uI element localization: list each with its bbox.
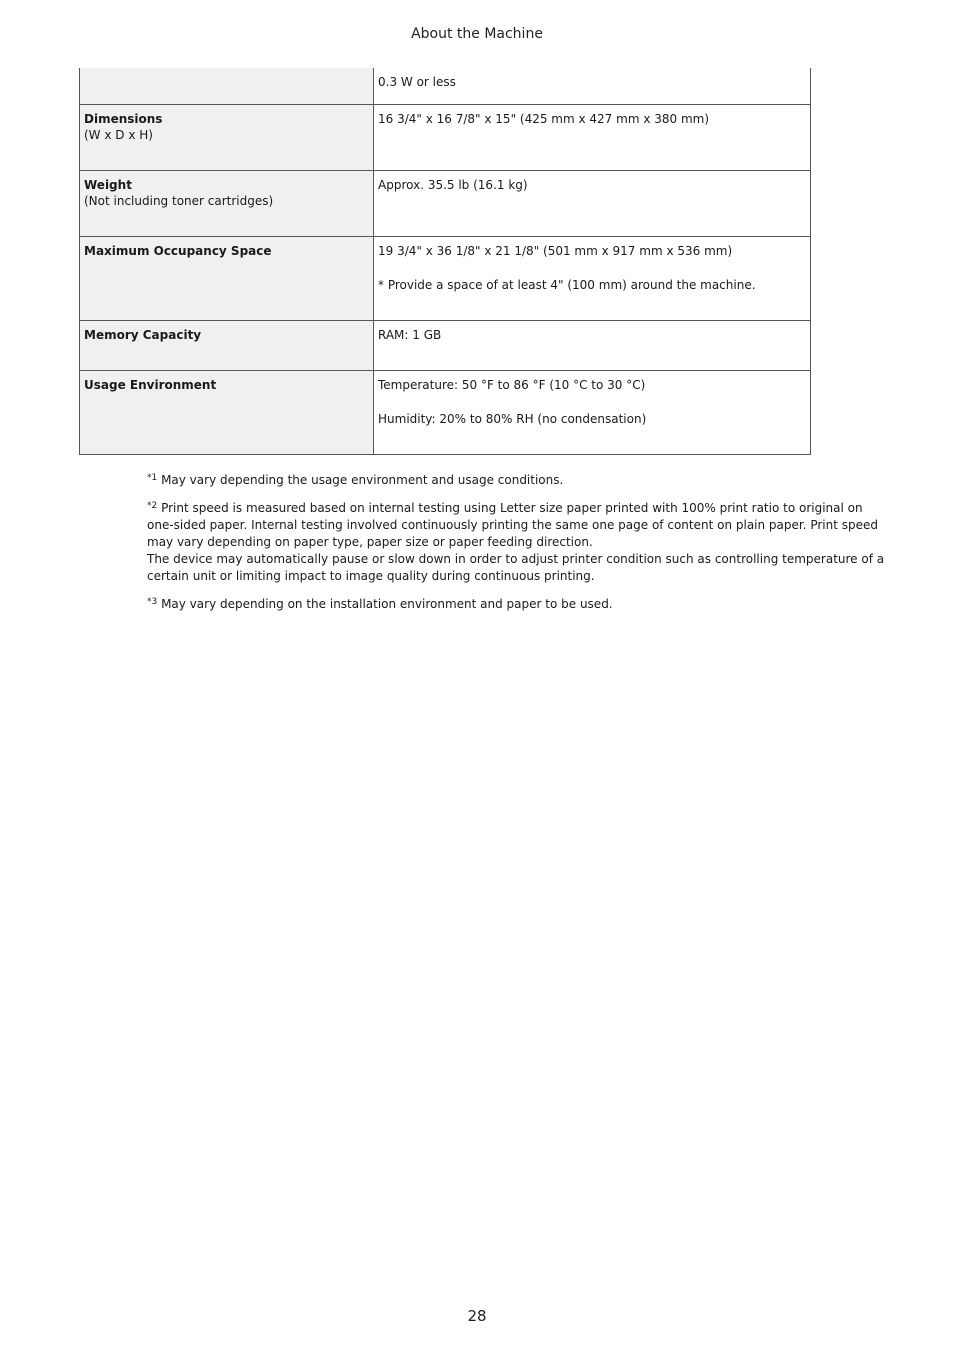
table-row	[80, 68, 811, 104]
row-value-cell	[374, 104, 811, 170]
row-value: Approx. 35.5 lb (16.1 kg)	[378, 177, 528, 192]
row-value-cell	[374, 370, 811, 454]
spec-table	[79, 68, 811, 455]
row-label-cell	[80, 320, 374, 370]
row-label-cell	[80, 170, 374, 236]
row-value: Temperature: 50 °F to 86 °F (10 °C to 30 °C)	[378, 377, 646, 392]
table-row	[80, 170, 811, 236]
footnote-mark: *2	[147, 501, 158, 511]
footnote-2	[147, 500, 889, 585]
row-label: Maximum Occupancy Space	[84, 243, 272, 258]
page-number: 28	[467, 1307, 487, 1325]
row-label-cell	[80, 236, 374, 320]
row-label: Memory Capacity	[84, 327, 202, 342]
row-label: Weight	[84, 177, 132, 192]
row-value-cell	[374, 170, 811, 236]
table-row	[80, 320, 811, 370]
footnote-mark: *3	[147, 597, 158, 607]
footnote-3	[147, 596, 889, 613]
footnote-text: May vary depending the usage environment and usage conditions.	[161, 473, 564, 487]
row-value-note: * Provide a space of at least 4" (100 mm) around the machine.	[378, 277, 756, 292]
row-label-cell	[80, 370, 374, 454]
footnote-1	[147, 472, 889, 489]
page-header: About the Machine	[411, 26, 543, 42]
row-value: 16 3/4" x 16 7/8" x 15" (425 mm x 427 mm x 380 mm)	[378, 111, 710, 126]
row-sublabel: (Not including toner cartridges)	[84, 193, 274, 208]
row-label: Dimensions	[84, 111, 163, 126]
row-value-cell	[374, 236, 811, 320]
footnote-text: Print speed is measured based on internal testing using Letter size paper printed with 100% print ratio to original on one-sided paper. Internal testing involved continuously printing the same one page of content on plain paper. Print speed may vary depending on paper type, paper size or paper feeding direction.	[147, 501, 879, 549]
row-value-cell	[374, 68, 811, 104]
row-label-cell	[80, 104, 374, 170]
footnote-mark: *1	[147, 473, 158, 483]
row-value: RAM: 1 GB	[378, 327, 442, 342]
table-row	[80, 236, 811, 320]
table-row	[80, 104, 811, 170]
row-value: 0.3 W or less	[378, 75, 456, 89]
footnote-text: The device may automatically pause or slow down in order to adjust printer condition such as controlling temperature of a certain unit or limiting impact to image quality during continuous printing.	[147, 552, 885, 583]
footnote-text: May vary depending on the installation environment and paper to be used.	[161, 597, 613, 611]
row-label-cell	[80, 68, 374, 104]
row-value: 19 3/4" x 36 1/8" x 21 1/8" (501 mm x 917 mm x 536 mm)	[378, 243, 733, 258]
row-value-cell	[374, 320, 811, 370]
footnotes	[147, 472, 889, 624]
row-label: Usage Environment	[84, 377, 217, 392]
table-row	[80, 370, 811, 454]
row-value: Humidity: 20% to 80% RH (no condensation)	[378, 411, 647, 426]
row-sublabel: (W x D x H)	[84, 127, 153, 142]
